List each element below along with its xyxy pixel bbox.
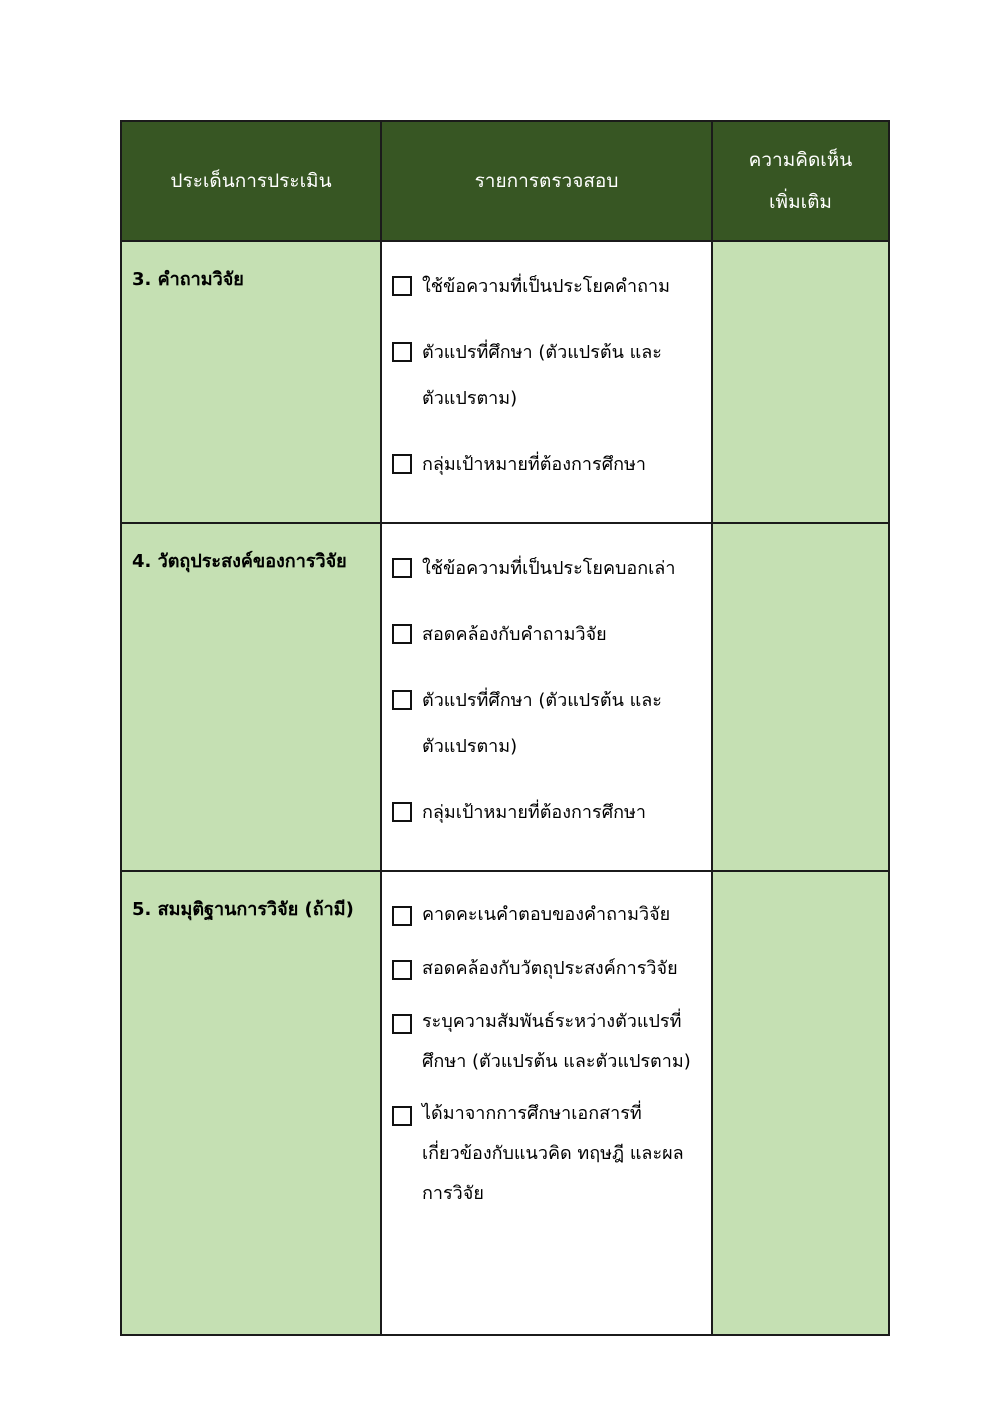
checkbox-icon[interactable]: [392, 906, 412, 926]
checkbox-icon[interactable]: [392, 960, 412, 980]
checkbox-icon[interactable]: [392, 276, 412, 296]
checklist-item[interactable]: [392, 442, 703, 488]
checklist-item-label: กลุ่มเป้าหมายที่ต้องการศึกษา: [422, 802, 646, 823]
checkbox-icon[interactable]: [392, 558, 412, 578]
table-row: [121, 523, 889, 871]
checkbox-icon[interactable]: [392, 802, 412, 822]
topic-cell: 4. วัตถุประสงค์ของการวิจัย: [121, 523, 381, 871]
checklist-item-label: ตัวแปรที่ศึกษา (ตัวแปรต้น และตัวแปรตาม): [422, 342, 662, 409]
table-row: [121, 871, 889, 1335]
checklist-item[interactable]: [392, 790, 703, 836]
checkbox-icon[interactable]: [392, 690, 412, 710]
checklist-item[interactable]: [392, 948, 703, 990]
header-topic: ประเด็นการประเมิน: [121, 121, 381, 241]
checklist-item[interactable]: [392, 612, 703, 658]
checklist-item-label: ระบุความสัมพันธ์ระหว่างตัวแปรที่ศึกษา (ตัวแปรต้น และตัวแปรตาม): [422, 1011, 691, 1072]
table-row: [121, 241, 889, 523]
checklist-cell: [381, 241, 712, 523]
checklist-cell: [381, 871, 712, 1335]
checkbox-icon[interactable]: [392, 454, 412, 474]
header-checklist: รายการตรวจสอบ: [381, 121, 712, 241]
topic-cell: 3. คำถามวิจัย: [121, 241, 381, 523]
comment-cell[interactable]: [712, 871, 889, 1335]
checklist-item-label: สอดคล้องกับวัตถุประสงค์การวิจัย: [422, 958, 678, 979]
evaluation-table: [120, 120, 890, 1336]
checklist-item-label: ใช้ข้อความที่เป็นประโยคคำถาม: [422, 276, 671, 297]
checkbox-icon[interactable]: [392, 1014, 412, 1034]
checklist-item-label: สอดคล้องกับคำถามวิจัย: [422, 624, 607, 645]
checklist-item[interactable]: [392, 894, 703, 936]
checklist-item-label: ใช้ข้อความที่เป็นประโยคบอกเล่า: [422, 558, 676, 579]
checklist-item[interactable]: [392, 264, 703, 310]
checkbox-icon[interactable]: [392, 342, 412, 362]
checklist-cell: [381, 523, 712, 871]
header-comment-line2: เพิ่มเติม: [769, 191, 832, 213]
table-header-row: [121, 121, 889, 241]
checklist-item[interactable]: [392, 546, 703, 592]
checklist-item[interactable]: [392, 1002, 703, 1082]
header-comment: [712, 121, 889, 241]
checkbox-icon[interactable]: [392, 624, 412, 644]
checklist-item-label: ตัวแปรที่ศึกษา (ตัวแปรต้น และตัวแปรตาม): [422, 690, 662, 757]
checklist-item[interactable]: [392, 330, 703, 422]
header-comment-line1: ความคิดเห็น: [748, 149, 853, 171]
checklist-item-label: คาดคะเนคำตอบของคำถามวิจัย: [422, 904, 671, 925]
checklist-item[interactable]: [392, 1094, 703, 1214]
comment-cell[interactable]: [712, 523, 889, 871]
checkbox-icon[interactable]: [392, 1106, 412, 1126]
checklist-item-label: กลุ่มเป้าหมายที่ต้องการศึกษา: [422, 454, 646, 475]
checklist-item-label: ได้มาจากการศึกษาเอกสารที่เกี่ยวข้องกับแนวคิด ทฤษฎี และผลการวิจัย: [422, 1103, 684, 1204]
comment-cell[interactable]: [712, 241, 889, 523]
checklist-item[interactable]: [392, 678, 703, 770]
topic-cell: 5. สมมุติฐานการวิจัย (ถ้ามี): [121, 871, 381, 1335]
